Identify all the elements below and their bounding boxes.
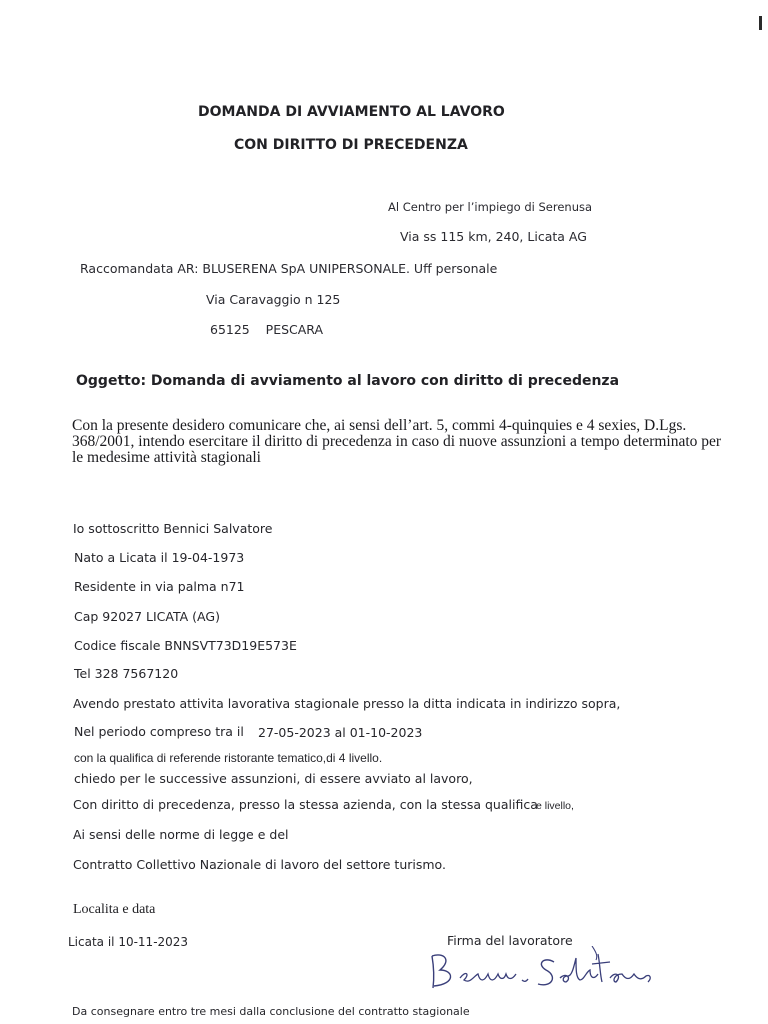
statement-line-1: Avendo prestato attivita lavorativa stagionale presso la ditta indicata in indirizzo sopra, [73, 696, 621, 711]
place-date-value: Licata il 10-11-2023 [68, 935, 189, 949]
recipient-line-1: Al Centro per l’impiego di Serenusa [388, 200, 593, 214]
registered-mail-line-3: 65125 PESCARA [210, 322, 324, 337]
recipient-line-2: Via ss 115 km, 240, Licata AG [400, 229, 587, 244]
intro-paragraph: Con la presente desidero comunicare che, ai sensi dell’art. 5, commi 4-quinquies e 4 sexies, D.Lgs. 368/2001, intendo esercitare il diritto di precedenza in caso di nuove assunzioni a tempo determinato per le medesime attività stagionali [72, 417, 722, 466]
statement-contract-line: Contratto Collettivo Nazionale di lavoro del settore turismo. [73, 857, 446, 872]
registered-mail-line-1: Raccomandata AR: BLUSERENA SpA UNIPERSONALE. Uff personale [80, 261, 498, 276]
statement-precedence-line: Con diritto di precedenza, presso la stessa azienda, con la stessa qualifica [73, 797, 538, 812]
place-date-label: Localita e data [73, 902, 156, 917]
subject-line: Oggetto: Domanda di avviamento al lavoro con diritto di precedenza [76, 373, 620, 389]
statement-law-line: Ai sensi delle norme di legge e del [73, 827, 289, 842]
title-line-2: CON DIRITTO DI PRECEDENZA [234, 137, 468, 153]
declarant-residence-line: Residente in via palma n71 [74, 579, 245, 594]
declarant-fiscal-code-line: Codice fiscale BNNSVT73D19E573E [74, 638, 297, 653]
declarant-phone-line: Tel 328 7567120 [74, 666, 179, 681]
statement-precedence-tail: e livello, [536, 800, 574, 812]
scan-mark [759, 16, 762, 30]
registered-mail-line-2: Via Caravaggio n 125 [206, 292, 341, 307]
declarant-name-line: Io sottoscritto Bennici Salvatore [73, 521, 273, 536]
declarant-birth-line: Nato a Licata il 19-04-1973 [74, 550, 245, 565]
signature-image [426, 946, 656, 996]
statement-period-label: Nel periodo compreso tra il [74, 724, 244, 739]
statement-request-line: chiedo per le successive assunzioni, di essere avviato al lavoro, [74, 771, 473, 786]
title-line-1: DOMANDA DI AVVIAMENTO AL LAVORO [198, 104, 505, 120]
statement-period-dates: 27-05-2023 al 01-10-2023 [258, 725, 423, 740]
signature-label: Firma del lavoratore [447, 933, 573, 948]
statement-qualification-line: con la qualifica di referende ristorante tematico,di 4 livello. [74, 751, 383, 765]
declarant-cap-line: Cap 92027 LICATA (AG) [74, 609, 220, 624]
footer-note: Da consegnare entro tre mesi dalla conclusione del contratto stagionale [72, 1005, 470, 1018]
